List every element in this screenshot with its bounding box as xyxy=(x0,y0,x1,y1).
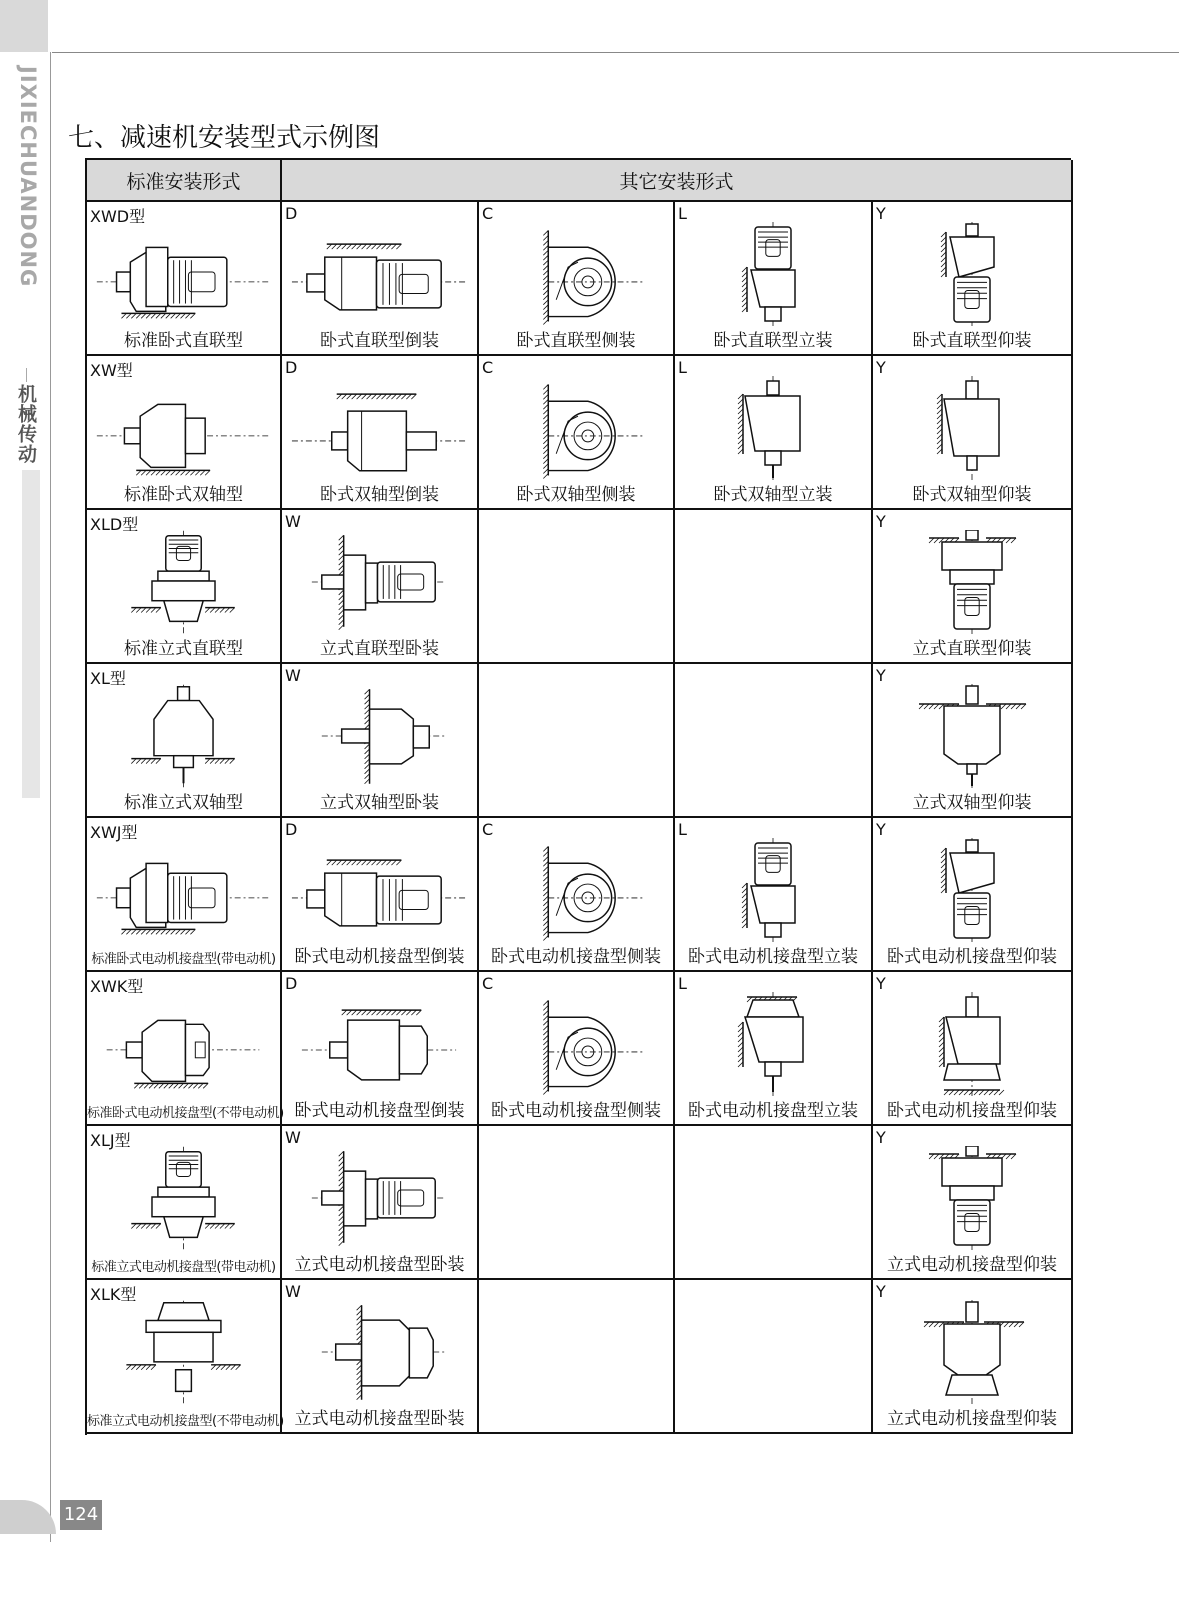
table-cell-r2-c4 xyxy=(675,356,873,510)
inverted-motor-icon xyxy=(282,838,477,942)
vertical-flange-up-icon xyxy=(675,992,871,1096)
model-code: W xyxy=(285,1282,301,1301)
mount-caption: 卧式直联型侧装 xyxy=(516,331,636,351)
table-cell-r1-c1 xyxy=(87,202,282,356)
side-brand-english: JIXIECHUANDONG xyxy=(16,66,40,288)
side-wall-circle-icon xyxy=(479,992,673,1096)
side-wall-circle-icon xyxy=(479,222,673,326)
table-cell-r5-c5 xyxy=(873,818,1073,972)
table-cell-r2-c5 xyxy=(873,356,1073,510)
model-code: L xyxy=(678,974,687,993)
table-cell-r3-c4 xyxy=(675,510,873,664)
horizontal-flange-on-feet-icon xyxy=(87,992,280,1096)
vertical-flange-on-base-icon xyxy=(87,1300,280,1404)
mount-caption: 卧式直联型仰装 xyxy=(912,331,1032,351)
table-cell-r8-c5 xyxy=(873,1280,1073,1434)
model-code: XLD型 xyxy=(90,515,139,534)
vertical-motor-up-icon xyxy=(675,838,871,942)
model-code: W xyxy=(285,666,301,685)
model-code: XW型 xyxy=(90,361,133,380)
page-title: 七、减速机安装型式示例图 xyxy=(68,123,381,153)
table-cell-r7-c1 xyxy=(87,1126,282,1280)
model-code: D xyxy=(285,358,298,377)
model-code: L xyxy=(678,820,687,839)
mount-caption: 卧式电动机接盘型倒装 xyxy=(294,1101,465,1121)
mount-caption: 立式电动机接盘型仰装 xyxy=(887,1409,1057,1429)
mount-caption: 卧式直联型倒装 xyxy=(320,331,439,351)
model-code: W xyxy=(285,1128,301,1147)
table-cell-r8-c2 xyxy=(282,1280,479,1434)
vertical-dual-shaft-icon xyxy=(675,376,871,480)
mount-caption: 立式双轴型仰装 xyxy=(912,793,1032,813)
model-code: XLJ型 xyxy=(90,1131,131,1150)
mount-caption: 卧式电动机接盘型立装 xyxy=(688,1101,858,1121)
table-cell-r4-c4 xyxy=(675,664,873,818)
vertical-motor-on-base-icon xyxy=(87,530,280,634)
model-code: XL型 xyxy=(90,669,126,688)
table-cell-r5-c2 xyxy=(282,818,479,972)
model-code: Y xyxy=(876,820,886,839)
table-cell-r7-c5 xyxy=(873,1126,1073,1280)
table-cell-r3-c3 xyxy=(479,510,675,664)
wall-dual-horizontal-icon xyxy=(282,684,477,788)
inverted-flange-icon xyxy=(282,992,477,1096)
side-separator xyxy=(26,368,27,382)
model-code: XWK型 xyxy=(90,977,144,996)
model-code: Y xyxy=(876,1282,886,1301)
side-wall-circle-icon xyxy=(479,838,673,942)
table-cell-r5-c1 xyxy=(87,818,282,972)
table-cell-r2-c2 xyxy=(282,356,479,510)
mount-caption: 标准立式电动机接盘型(不带电动机) xyxy=(87,1414,284,1429)
table-cell-r1-c3 xyxy=(479,202,675,356)
model-code: XLK型 xyxy=(90,1285,137,1304)
vertical-dual-shaft-up-icon xyxy=(873,376,1071,480)
mount-caption: 立式电动机接盘型仰装 xyxy=(887,1255,1057,1275)
mount-caption: 卧式双轴型倒装 xyxy=(320,485,439,505)
wall-flange-horizontal-icon xyxy=(282,1300,477,1404)
vertical-dual-hanging-icon xyxy=(873,684,1071,788)
table-cell-r5-c3 xyxy=(479,818,675,972)
vertical-motor-up-icon xyxy=(675,222,871,326)
model-code: C xyxy=(482,204,494,223)
table-cell-r8-c3 xyxy=(479,1280,675,1434)
mount-caption: 立式直联型仰装 xyxy=(912,639,1032,659)
model-code: D xyxy=(285,820,298,839)
table-cell-r3-c1 xyxy=(87,510,282,664)
side-wall-circle-icon xyxy=(479,376,673,480)
model-code: C xyxy=(482,358,494,377)
page-number: 124 xyxy=(60,1500,102,1530)
mount-caption: 卧式电动机接盘型倒装 xyxy=(294,947,465,967)
mount-caption: 立式直联型卧装 xyxy=(320,639,439,659)
mount-caption: 卧式电动机接盘型侧装 xyxy=(491,947,661,967)
table-cell-r6-c5 xyxy=(873,972,1073,1126)
table-cell-r7-c3 xyxy=(479,1126,675,1280)
model-code: D xyxy=(285,974,298,993)
mount-caption: 立式双轴型卧装 xyxy=(320,793,439,813)
wall-motor-horizontal-icon xyxy=(282,1146,477,1250)
table-cell-r4-c1 xyxy=(87,664,282,818)
table-cell-r1-c5 xyxy=(873,202,1073,356)
table-cell-r8-c1 xyxy=(87,1280,282,1434)
table-cell-r4-c3 xyxy=(479,664,675,818)
vertical-motor-down-icon xyxy=(873,222,1071,326)
mount-caption: 卧式电动机接盘型仰装 xyxy=(887,947,1057,967)
model-code: Y xyxy=(876,204,886,223)
vertical-motor-down-icon xyxy=(873,838,1071,942)
table-cell-r1-c4 xyxy=(675,202,873,356)
table-cell-r6-c1 xyxy=(87,972,282,1126)
horizontal-dual-shaft-icon xyxy=(87,376,280,480)
model-code: C xyxy=(482,820,494,839)
model-code: XWD型 xyxy=(90,207,146,226)
mount-caption: 标准立式直联型 xyxy=(124,639,243,659)
mount-caption: 卧式电动机接盘型立装 xyxy=(688,947,858,967)
table-cell-r6-c4 xyxy=(675,972,873,1126)
table-cell-r7-c2 xyxy=(282,1126,479,1280)
table-cell-r4-c5 xyxy=(873,664,1073,818)
table-cell-r7-c4 xyxy=(675,1126,873,1280)
model-code: Y xyxy=(876,1128,886,1147)
header-standard: 标准安装形式 xyxy=(87,160,282,202)
installation-table xyxy=(85,158,1071,1435)
table-cell-r6-c2 xyxy=(282,972,479,1126)
model-code: Y xyxy=(876,666,886,685)
mount-caption: 卧式双轴型侧装 xyxy=(516,485,636,505)
model-code: C xyxy=(482,974,494,993)
mount-caption: 立式电动机接盘型卧装 xyxy=(294,1409,465,1429)
table-cell-r5-c4 xyxy=(675,818,873,972)
table-cell-r2-c3 xyxy=(479,356,675,510)
table-cell-r2-c1 xyxy=(87,356,282,510)
inverted-dual-shaft-icon xyxy=(282,376,477,480)
page-number-tab xyxy=(0,1500,56,1534)
vertical-motor-hanging-icon xyxy=(873,530,1071,634)
mount-caption: 标准卧式双轴型 xyxy=(124,485,243,505)
vertical-dual-on-base-icon xyxy=(87,684,280,788)
side-brand-chinese: 机械传动 xyxy=(15,384,37,464)
mount-caption: 标准卧式电动机接盘型(带电动机) xyxy=(91,952,276,967)
mount-caption: 标准立式双轴型 xyxy=(124,793,243,813)
table-cell-r4-c2 xyxy=(282,664,479,818)
side-bar xyxy=(22,470,40,798)
horizontal-motor-on-feet-icon xyxy=(87,222,280,326)
model-code: Y xyxy=(876,974,886,993)
inverted-motor-icon xyxy=(282,222,477,326)
mount-caption: 卧式双轴型仰装 xyxy=(912,485,1032,505)
table-cell-r8-c4 xyxy=(675,1280,873,1434)
header-other: 其它安装形式 xyxy=(282,160,1073,202)
vertical-flange-down-icon xyxy=(873,992,1071,1096)
table-cell-r6-c3 xyxy=(479,972,675,1126)
table-cell-r3-c5 xyxy=(873,510,1073,664)
model-code: XWJ型 xyxy=(90,823,138,842)
model-code: W xyxy=(285,512,301,531)
table-cell-r3-c2 xyxy=(282,510,479,664)
vertical-flange-hanging-icon xyxy=(873,1300,1071,1404)
model-code: Y xyxy=(876,358,886,377)
mount-caption: 立式电动机接盘型卧装 xyxy=(294,1255,465,1275)
top-corner-tab xyxy=(0,0,48,52)
vertical-motor-hanging-icon xyxy=(873,1146,1071,1250)
mount-caption: 标准卧式直联型 xyxy=(124,331,243,351)
mount-caption: 标准立式电动机接盘型(带电动机) xyxy=(91,1260,276,1275)
mount-caption: 卧式电动机接盘型侧装 xyxy=(491,1101,661,1121)
model-code: L xyxy=(678,358,687,377)
mount-caption: 卧式双轴型立装 xyxy=(713,485,833,505)
mount-caption: 标准卧式电动机接盘型(不带电动机) xyxy=(87,1106,284,1121)
model-code: D xyxy=(285,204,298,223)
table-cell-r1-c2 xyxy=(282,202,479,356)
mount-caption: 卧式直联型立装 xyxy=(713,331,833,351)
mount-caption: 卧式电动机接盘型仰装 xyxy=(887,1101,1057,1121)
model-code: Y xyxy=(876,512,886,531)
vertical-motor-on-base-icon xyxy=(87,1146,280,1250)
margin-rule xyxy=(50,52,51,1542)
model-code: L xyxy=(678,204,687,223)
wall-motor-horizontal-icon xyxy=(282,530,477,634)
horizontal-motor-on-feet-icon xyxy=(87,838,280,942)
header-rule xyxy=(52,52,1179,53)
